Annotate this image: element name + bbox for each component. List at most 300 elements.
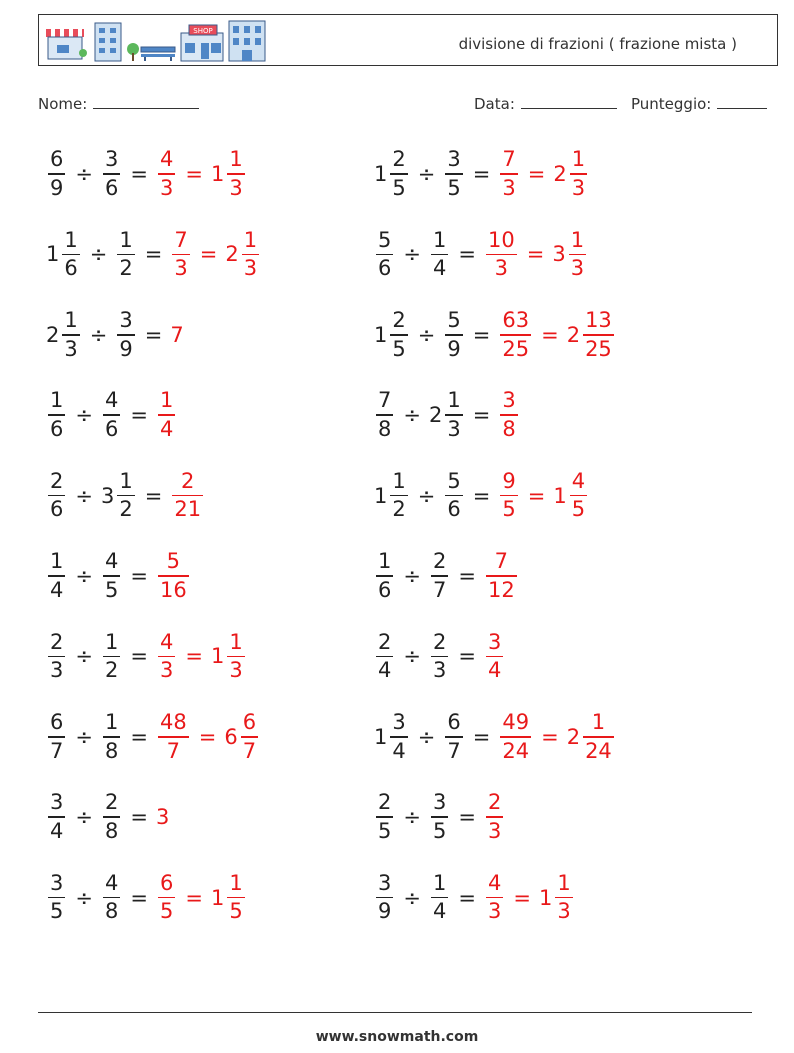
denominator: 3	[487, 899, 502, 924]
equals-sign: =	[458, 885, 476, 910]
denominator: 6	[104, 416, 119, 441]
denominator: 5	[432, 818, 447, 843]
fraction	[484, 629, 505, 683]
numerator: 2	[392, 308, 406, 333]
name-line	[93, 94, 199, 109]
numerator: 48	[159, 710, 187, 735]
mixed-number	[553, 149, 589, 199]
fraction	[374, 870, 395, 924]
denominator: 3	[50, 658, 64, 683]
fraction-stack	[486, 227, 517, 281]
fraction-stack	[172, 227, 189, 281]
problem-5	[46, 303, 184, 367]
equals-sign: =	[472, 403, 491, 428]
fraction-stack	[227, 629, 244, 683]
problem-6	[374, 303, 616, 367]
numerator: 1	[432, 227, 447, 252]
fraction-stack	[48, 551, 65, 601]
divide-sign: ÷	[417, 483, 436, 508]
denominator: 5	[392, 336, 406, 361]
fraction-stack	[583, 712, 614, 762]
fraction	[156, 870, 177, 924]
numerator: 5	[447, 308, 461, 333]
fraction-stack	[103, 712, 120, 762]
numerator: 6	[159, 870, 174, 895]
fraction-stack	[431, 792, 448, 842]
numerator: 2	[104, 790, 119, 815]
denominator: 6	[378, 577, 392, 602]
whole-part: 1	[210, 885, 225, 910]
denominator: 4	[432, 899, 447, 924]
denominator: 7	[432, 577, 447, 602]
problem-17	[46, 785, 169, 849]
numerator: 1	[119, 227, 133, 252]
numerator: 2	[50, 468, 64, 493]
numerator: 1	[447, 388, 461, 413]
denominator: 3	[174, 256, 188, 281]
fraction-stack	[376, 629, 393, 683]
numerator: 2	[432, 549, 447, 574]
mixed-number	[46, 310, 82, 360]
numerator: 5	[447, 468, 461, 493]
denominator: 3	[432, 658, 447, 683]
fraction-stack	[48, 712, 65, 762]
fraction	[498, 149, 519, 199]
whole-part: 2	[553, 162, 567, 186]
whole-part: 1	[374, 322, 388, 347]
numerator: 1	[119, 468, 133, 493]
numerator: 1	[64, 308, 78, 333]
numerator: 9	[502, 468, 516, 493]
equals-sign: =	[130, 564, 148, 588]
whole-part: 1	[374, 724, 388, 749]
denominator: 4	[50, 818, 64, 843]
fraction	[498, 390, 519, 440]
fraction-stack	[117, 310, 134, 360]
fraction	[101, 792, 122, 842]
denominator: 8	[378, 416, 392, 441]
fraction	[101, 149, 122, 199]
fraction	[374, 227, 395, 281]
name-field	[38, 94, 199, 113]
denominator: 9	[119, 336, 133, 361]
date-label: Data:	[474, 95, 515, 113]
numerator: 13	[585, 308, 612, 333]
fraction-stack	[445, 390, 462, 440]
fraction-stack	[376, 227, 393, 281]
numerator: 7	[378, 388, 392, 413]
numerator: 3	[378, 870, 392, 895]
denominator: 5	[104, 577, 119, 602]
fraction-stack	[62, 310, 79, 360]
denominator: 9	[447, 336, 461, 361]
fraction	[46, 149, 67, 199]
whole-part: 1	[538, 885, 553, 910]
mixed-number	[46, 227, 82, 281]
score-field	[631, 94, 767, 113]
city-buildings-icon	[43, 19, 268, 63]
numerator: 3	[104, 147, 119, 172]
denominator: 21	[174, 497, 202, 522]
equals-sign: =	[526, 242, 545, 267]
mixed-number	[210, 629, 247, 683]
fraction-stack	[227, 149, 244, 199]
fraction-stack	[158, 870, 175, 924]
numerator: 49	[502, 710, 530, 735]
divide-sign: ÷	[75, 483, 93, 508]
fraction-stack	[569, 227, 586, 281]
divide-sign: ÷	[403, 805, 421, 830]
denominator: 4	[50, 577, 64, 602]
fraction	[498, 310, 533, 360]
equals-sign: =	[144, 242, 163, 267]
numerator: 3	[50, 870, 64, 895]
denominator: 9	[378, 899, 392, 924]
equals-sign: =	[458, 644, 476, 669]
equals-sign: =	[458, 242, 476, 267]
numerator: 4	[571, 468, 586, 493]
denominator: 5	[229, 899, 243, 924]
whole-part: 2	[566, 724, 581, 749]
fraction-stack	[227, 870, 244, 924]
answer-integer: 3	[155, 805, 170, 830]
denominator: 8	[104, 738, 119, 763]
divide-sign: ÷	[403, 242, 421, 267]
fraction-stack	[158, 712, 189, 762]
fraction-stack	[445, 712, 462, 762]
whole-part: 3	[552, 242, 566, 267]
numerator: 63	[502, 308, 530, 333]
fraction-stack	[103, 551, 120, 601]
fraction-stack	[48, 390, 65, 440]
fraction-stack	[158, 149, 175, 199]
fraction-stack	[500, 468, 517, 522]
fraction-stack	[48, 792, 65, 842]
divide-sign: ÷	[75, 564, 93, 588]
numerator: 5	[166, 549, 181, 574]
mixed-number	[552, 227, 588, 281]
fraction	[115, 227, 136, 281]
denominator: 8	[104, 899, 119, 924]
fraction-stack	[103, 149, 120, 199]
numerator: 1	[591, 710, 606, 735]
problem-13	[46, 624, 247, 688]
fraction-stack	[445, 149, 462, 199]
equals-sign: =	[130, 805, 148, 830]
fraction-stack	[103, 792, 120, 842]
fraction	[156, 390, 177, 440]
denominator: 3	[64, 336, 78, 361]
numerator: 4	[104, 870, 119, 895]
fraction	[374, 629, 395, 683]
fraction-stack	[376, 870, 393, 924]
equals-sign: =	[198, 724, 217, 749]
mixed-number	[567, 310, 616, 360]
fraction	[46, 712, 67, 762]
mixed-number	[225, 227, 261, 281]
denominator: 7	[166, 738, 181, 763]
denominator: 3	[557, 899, 571, 924]
fraction	[156, 712, 191, 762]
fraction-stack	[62, 227, 79, 281]
equals-sign: =	[541, 322, 559, 347]
numerator: 6	[447, 710, 461, 735]
problem-18	[374, 785, 505, 849]
worksheet-title: divisione di frazioni ( frazione mista )	[458, 35, 737, 53]
fraction-stack	[486, 870, 503, 924]
fraction-stack	[486, 792, 503, 842]
fraction-stack	[172, 468, 203, 522]
denominator: 12	[487, 577, 515, 602]
equals-sign: =	[472, 322, 491, 347]
fraction	[498, 468, 519, 522]
denominator: 9	[50, 175, 64, 200]
problem-7	[46, 383, 177, 447]
mixed-number	[538, 870, 575, 924]
fraction-stack	[48, 629, 65, 683]
problem-4	[374, 222, 588, 286]
divide-sign: ÷	[75, 403, 93, 428]
denominator: 3	[571, 175, 586, 200]
denominator: 7	[50, 738, 64, 763]
equals-sign: =	[185, 162, 203, 186]
denominator: 5	[502, 497, 516, 522]
denominator: 4	[432, 256, 447, 281]
equals-sign: =	[185, 885, 203, 910]
whole-part: 1	[374, 162, 388, 186]
mixed-number	[567, 712, 616, 762]
numerator: 1	[159, 388, 174, 413]
equals-sign: =	[199, 242, 218, 267]
equals-sign: =	[458, 805, 476, 830]
whole-part: 2	[225, 242, 239, 267]
problem-10	[374, 464, 589, 528]
fraction	[484, 227, 519, 281]
denominator: 4	[487, 658, 502, 683]
divide-sign: ÷	[403, 564, 421, 588]
fraction	[46, 792, 67, 842]
fraction-stack	[390, 149, 407, 199]
equals-sign: =	[130, 885, 148, 910]
numerator: 3	[392, 710, 406, 735]
date-field	[474, 94, 617, 113]
fraction-stack	[555, 870, 572, 924]
denominator: 4	[392, 738, 406, 763]
denominator: 3	[159, 658, 174, 683]
denominator: 24	[502, 738, 530, 763]
numerator: 4	[104, 388, 119, 413]
date-line	[521, 94, 617, 109]
fraction-stack	[390, 712, 407, 762]
problem-20	[374, 866, 575, 930]
denominator: 3	[243, 256, 258, 281]
fraction-stack	[117, 227, 134, 281]
denominator: 25	[502, 336, 530, 361]
fraction-stack	[390, 468, 407, 522]
fraction-stack	[570, 149, 587, 199]
equals-sign: =	[130, 724, 148, 749]
numerator: 3	[50, 790, 64, 815]
mixed-number	[224, 712, 260, 762]
mixed-number	[211, 149, 247, 199]
whole-part: 2	[566, 322, 581, 347]
divide-sign: ÷	[417, 322, 436, 347]
fraction-stack	[376, 551, 393, 601]
fraction-stack	[445, 310, 462, 360]
footer-divider	[38, 1012, 752, 1013]
whole-part: 2	[428, 403, 443, 428]
numerator: 7	[502, 147, 516, 172]
equals-sign: =	[472, 724, 491, 749]
denominator: 2	[119, 497, 133, 522]
denominator: 4	[378, 658, 392, 683]
mixed-number	[374, 149, 410, 199]
numerator: 2	[378, 790, 392, 815]
fraction-stack	[241, 712, 258, 762]
whole-part: 3	[100, 483, 115, 508]
fraction	[101, 551, 122, 601]
denominator: 5	[447, 175, 461, 200]
fraction-stack	[583, 310, 614, 360]
equals-sign: =	[472, 483, 491, 508]
numerator: 2	[181, 468, 195, 493]
fraction	[101, 712, 122, 762]
denominator: 6	[64, 256, 78, 281]
problem-3	[46, 222, 261, 286]
fraction	[101, 390, 122, 440]
denominator: 3	[229, 658, 243, 683]
numerator: 1	[229, 870, 243, 895]
numerator: 1	[104, 629, 119, 654]
divide-sign: ÷	[75, 724, 93, 749]
fraction-stack	[376, 792, 393, 842]
numerator: 1	[432, 870, 447, 895]
whole-part: 1	[210, 162, 225, 186]
fraction-stack	[431, 551, 448, 601]
denominator: 6	[447, 497, 461, 522]
fraction	[46, 468, 67, 522]
fraction-stack	[500, 149, 517, 199]
equals-sign: =	[130, 644, 148, 669]
fraction-stack	[486, 551, 517, 601]
fraction-stack	[500, 390, 517, 440]
numerator: 7	[174, 227, 188, 252]
denominator: 3	[447, 416, 461, 441]
fraction-stack	[500, 712, 531, 762]
fraction	[170, 227, 191, 281]
fraction	[156, 149, 177, 199]
numerator: 1	[570, 227, 585, 252]
numerator: 10	[487, 227, 515, 252]
fraction	[429, 227, 450, 281]
numerator: 4	[104, 549, 119, 574]
fraction	[484, 792, 505, 842]
denominator: 5	[392, 175, 406, 200]
svg-text:SHOP: SHOP	[193, 27, 213, 35]
numerator: 1	[64, 227, 78, 252]
equals-sign: =	[130, 403, 148, 428]
problem-14	[374, 624, 505, 688]
answer-integer: 7	[170, 322, 184, 347]
fraction-stack	[376, 390, 393, 440]
equals-sign: =	[513, 885, 531, 910]
score-label: Punteggio:	[631, 95, 712, 113]
denominator: 3	[159, 175, 174, 200]
denominator: 3	[487, 818, 502, 843]
name-label: Nome:	[38, 95, 88, 113]
numerator: 1	[50, 388, 64, 413]
divide-sign: ÷	[75, 162, 93, 186]
divide-sign: ÷	[75, 805, 93, 830]
numerator: 1	[557, 870, 571, 895]
fraction	[156, 629, 177, 683]
fraction	[115, 310, 136, 360]
numerator: 1	[392, 468, 406, 493]
denominator: 4	[159, 416, 174, 441]
divide-sign: ÷	[75, 885, 93, 910]
denominator: 7	[242, 738, 257, 763]
fraction-stack	[390, 310, 407, 360]
denominator: 6	[104, 175, 119, 200]
divide-sign: ÷	[75, 644, 93, 669]
numerator: 3	[447, 147, 461, 172]
numerator: 1	[571, 147, 586, 172]
mixed-number	[374, 310, 410, 360]
fraction-stack	[103, 870, 120, 924]
denominator: 6	[50, 497, 64, 522]
fraction-stack	[48, 870, 65, 924]
equals-sign: =	[130, 162, 148, 186]
divide-sign: ÷	[89, 242, 108, 267]
fraction	[443, 468, 464, 522]
whole-part: 1	[46, 242, 60, 267]
divide-sign: ÷	[417, 724, 436, 749]
denominator: 5	[159, 899, 174, 924]
fraction	[46, 629, 67, 683]
divide-sign: ÷	[89, 322, 108, 347]
equals-sign: =	[144, 483, 163, 508]
fraction	[374, 792, 395, 842]
denominator: 3	[229, 175, 243, 200]
numerator: 2	[432, 629, 447, 654]
whole-part: 1	[210, 644, 225, 669]
fraction	[46, 551, 67, 601]
mixed-number	[429, 390, 465, 440]
fraction-stack	[486, 629, 503, 683]
denominator: 2	[392, 497, 406, 522]
problem-11	[46, 544, 191, 608]
fraction-stack	[48, 149, 65, 199]
denominator: 6	[50, 416, 64, 441]
problem-19	[46, 866, 247, 930]
numerator: 2	[378, 629, 392, 654]
fraction-stack	[117, 468, 134, 522]
fraction	[443, 310, 464, 360]
numerator: 3	[119, 308, 133, 333]
fraction-stack	[103, 629, 120, 683]
denominator: 8	[502, 416, 516, 441]
problem-16	[374, 705, 616, 769]
divide-sign: ÷	[403, 403, 421, 428]
fraction	[443, 712, 464, 762]
fraction	[443, 149, 464, 199]
denominator: 3	[570, 256, 585, 281]
fraction	[484, 551, 519, 601]
fraction	[170, 468, 205, 522]
whole-part: 2	[46, 322, 60, 347]
numerator: 3	[432, 790, 447, 815]
denominator: 24	[585, 738, 612, 763]
